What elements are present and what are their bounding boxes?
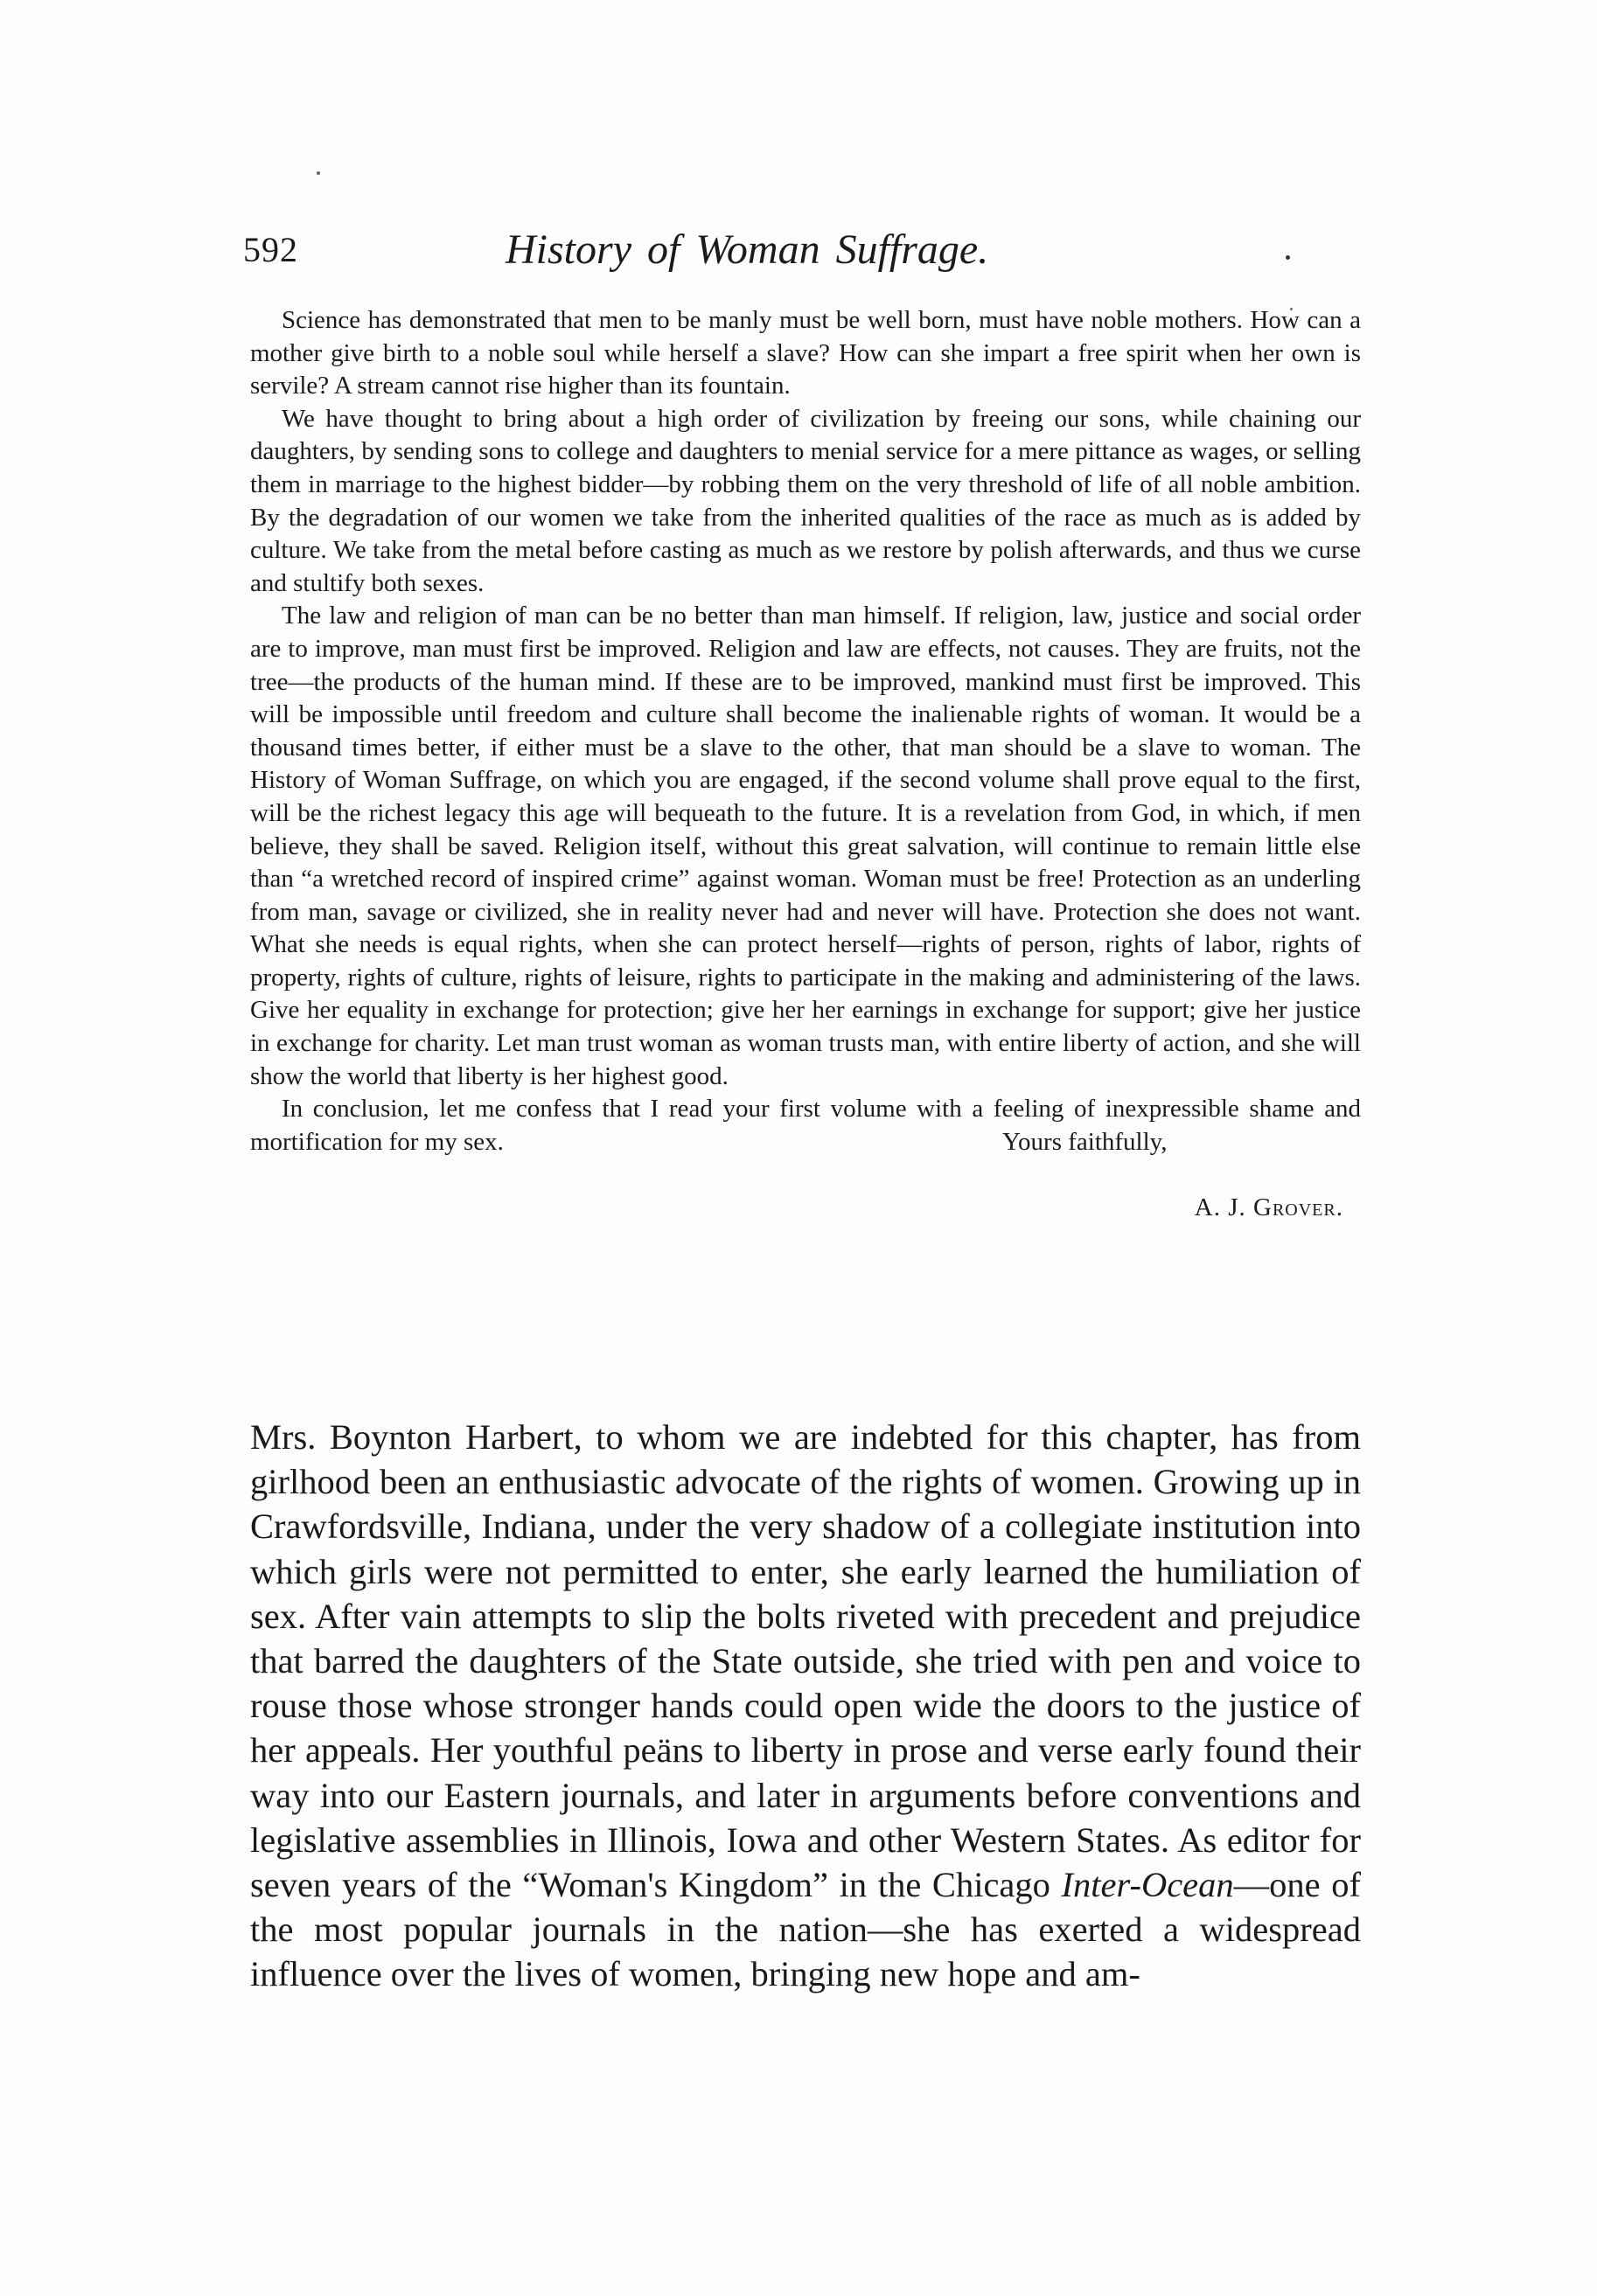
letter-paragraph: The law and religion of man can be no better than man himself. If religion, law, justice and social order are to improve, man must first be improved. Religion and law are effects, not causes. They are fruits, not the tree—the products of the human mind. If these are to be improved, mankind must first be improved. This will be impossible until freedom and culture shall become the inalienable rights of woman. It would be a thousand times better, if either must be a slave to the other, that man should be a slave to woman. The History of Woman Suffrage, on which you are engaged, if the second volume shall prove equal to the first, will be the richest legacy this age will bequeath to the future. It is a revelation from God, in which, if men believe, they shall be saved. Religion itself, without this great salvation, will continue to remain little else than “a wretched record of inspired crime” against woman. Woman must be free! Protection as an underling from man, savage or civilized, she in reality never had and never will have. Protection she does not want. What she needs is equal rights, when she can protect herself—rights of person, rights of labor, rights of property, rights of culture, rights of leisure, rights to participate in the making and administering of the laws. Give her equality in exchange for protection; give her her earnings in exchange for support; give her justice in exchange for charity. Let man trust woman as woman trusts man, with entire liberty of action, and she will show the world that liberty is her highest good. bbox=[250, 602, 1361, 1090]
narrative-paragraph bbox=[250, 1415, 1361, 1997]
quoted-letter bbox=[250, 304, 1361, 1225]
letter-closing bbox=[250, 1093, 1361, 1224]
page-number: 592 bbox=[243, 230, 298, 269]
narrative-part-1: Mrs. Boynton Harbert, to whom we are indebted for this chapter, has from girlhood been an enthusiastic advocate of the rights of women. Growing up in Crawfordsville, Indiana, under the very shadow of a collegiate institution into which girls were not permitted to enter, she early learned the humiliation of sex. After vain attempts to slip the bolts riveted with precedent and prejudice that barred the daughters of the State outside, she tried with pen and voice to rouse those whose stronger hands could open wide the doors to the justice of her appeals. Her youthful peäns to liberty in prose and verse early found their way into our Eastern journals, and later in arguments before conventions and legislative assemblies in Illinois, Iowa and other Western States. As editor for seven years of the “Woman's Kingdom” in the Chicago bbox=[250, 1417, 1361, 1905]
page-header bbox=[243, 226, 1328, 290]
letter-paragraph: Science has demonstrated that men to be manly must be well born, must have noble mothers. How can a mother give birth to a noble soul while herself a slave? How can she impart a free spirit when her own is servile? A stream cannot rise higher than its fountain. bbox=[250, 306, 1361, 400]
signoff: Yours faithfully, bbox=[1002, 1127, 1168, 1156]
narrative-text bbox=[250, 1415, 1361, 1997]
newspaper-title: Inter-Ocean bbox=[1061, 1865, 1234, 1905]
running-title: History of Woman Suffrage. bbox=[506, 226, 989, 273]
paper-speck bbox=[317, 171, 320, 175]
letter-paragraph: We have thought to bring about a high order of civilization by freeing our sons, while chaining our daughters, by sending sons to college and daughters to menial service for a mere pittance as wages, or selling them in marriage to the highest bidder—by robbing them on the very threshold of life of all noble ambition. By the degradation of our women we take from the inherited qualities of the race as much as is added by culture. We take from the metal before casting as much as we restore by polish afterwards, and thus we curse and stultify both sexes. bbox=[250, 404, 1361, 597]
signature bbox=[250, 1192, 1361, 1225]
narrative-part-2: —one of the most popular journals in the nation—she has exerted a widespread influence over the lives of women, bringing new hope and am- bbox=[250, 1865, 1362, 1994]
signature-name: A. J. Grover. bbox=[1194, 1193, 1343, 1222]
closing-text: In conclusion, let me confess that I read your first volume with a feeling of inexpressible shame and mortification for my sex. bbox=[250, 1095, 1361, 1156]
